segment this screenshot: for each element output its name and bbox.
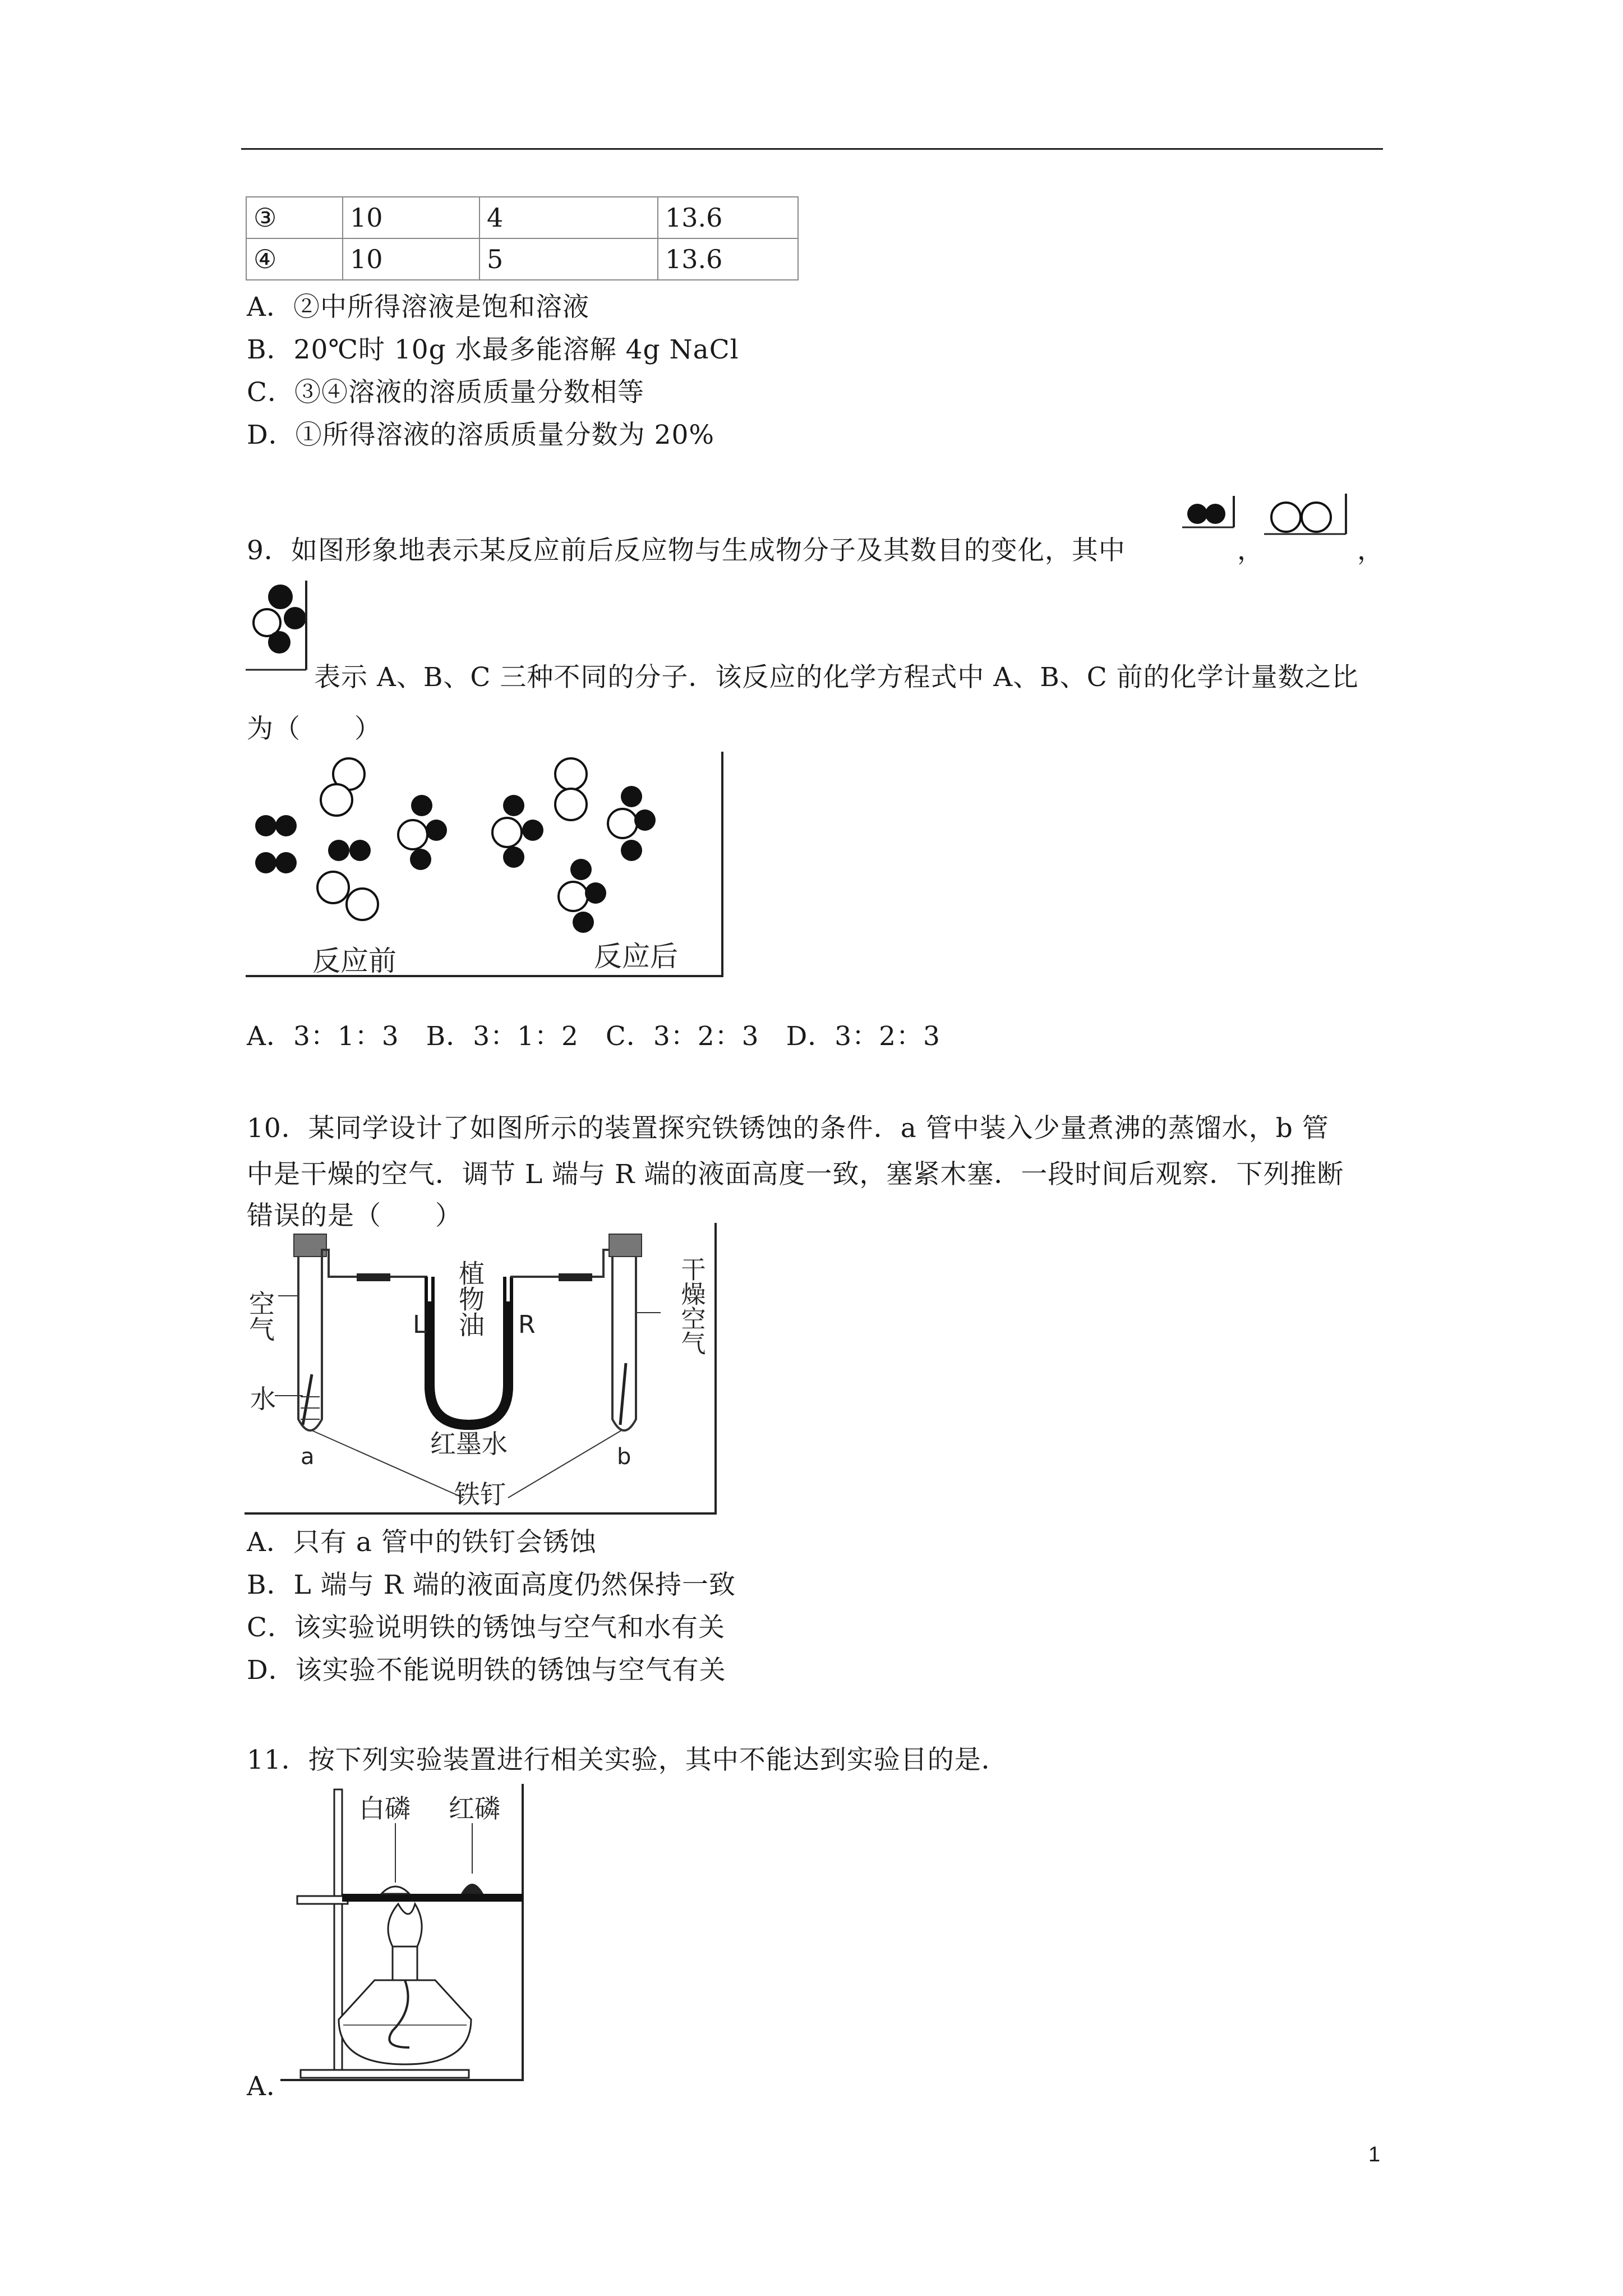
q10-option-c: C．该实验说明铁的锈蚀与空气和水有关 <box>247 1612 725 1643</box>
q8-option-c: C．③④溶液的溶质质量分数相等 <box>247 377 644 408</box>
label-tube-a: a <box>301 1444 315 1470</box>
label-white-phosphorus: 白磷 <box>359 1793 411 1824</box>
label-after: 反应后 <box>594 940 678 973</box>
label-tube-b: b <box>617 1444 631 1470</box>
q9-options: A．3：1：3 B．3：1：2 C．3：2：3 D．3：2：3 <box>247 1021 940 1052</box>
label-water: 水 <box>250 1384 276 1414</box>
label-ink: 红墨水 <box>430 1429 508 1459</box>
q8-option-d: D．①所得溶液的溶质质量分数为 20% <box>247 420 715 450</box>
label-L: L <box>413 1310 427 1339</box>
q10-stem-line2: 中是干燥的空气．调节 L 端与 R 端的液面高度一致，塞紧木塞．一段时间后观察．下列推断 <box>247 1159 1344 1190</box>
q8-option-b: B．20℃时 10g 水最多能溶解 4g NaCl <box>247 334 739 365</box>
table-cell: 10 <box>343 238 479 280</box>
q10-stem-line3: 错误的是（ ） <box>247 1200 462 1231</box>
q11-option-a: A． <box>247 2071 293 2102</box>
q9-stem-line2: 表示 A、B、C 三种不同的分子．该反应的化学方程式中 A、B、C 前的化学计量数之比 <box>314 662 1359 693</box>
header-rule <box>241 148 1383 150</box>
table-row <box>246 197 798 238</box>
label-oil: 植物油 <box>455 1260 485 1337</box>
q9-comma-1: ， <box>1237 535 1264 566</box>
q10-option-d: D．该实验不能说明铁的锈蚀与空气有关 <box>247 1655 726 1686</box>
table-cell: ④ <box>246 238 343 280</box>
table-cell: 13.6 <box>658 197 798 238</box>
label-red-phosphorus: 红磷 <box>449 1793 500 1824</box>
label-nail: 铁钉 <box>454 1479 506 1510</box>
molecule-c-icon <box>246 578 319 679</box>
q9-stem-line1: 9．如图形象地表示某反应前后反应物与生成物分子及其数目的变化，其中 <box>247 535 1126 566</box>
table-cell: 5 <box>479 238 658 280</box>
page-number: 1 <box>1368 2143 1381 2166</box>
table-cell: 13.6 <box>658 238 798 280</box>
phosphorus-combustion-apparatus <box>280 1784 527 2087</box>
table-cell: ③ <box>246 197 343 238</box>
q10-option-b: B．L 端与 R 端的液面高度仍然保持一致 <box>247 1570 736 1600</box>
solubility-table <box>246 196 799 280</box>
q11-stem: 11．按下列实验装置进行相关实验，其中不能达到实验目的是． <box>247 1745 1008 1775</box>
q10-stem-line1: 10．某同学设计了如图所示的装置探究铁锈蚀的条件．a 管中装入少量煮沸的蒸馏水，b 管 <box>247 1113 1329 1144</box>
q10-option-a: A．只有 a 管中的铁钉会锈蚀 <box>247 1527 597 1558</box>
label-R: R <box>518 1310 536 1339</box>
table-cell: 4 <box>479 197 658 238</box>
label-air: 空气 <box>245 1290 275 1342</box>
label-dry-air: 干燥空气 <box>676 1257 706 1355</box>
table-row <box>246 238 798 280</box>
molecule-a-icon <box>1178 494 1239 555</box>
q8-option-a: A．②中所得溶液是饱和溶液 <box>247 292 589 323</box>
molecule-b-icon <box>1262 494 1357 555</box>
q9-comma-2: ， <box>1357 535 1384 566</box>
table-cell: 10 <box>343 197 479 238</box>
reaction-diagram <box>245 752 732 982</box>
label-before: 反应前 <box>312 945 396 977</box>
q9-stem-line3: 为（ ） <box>247 714 381 744</box>
iron-rust-apparatus <box>245 1223 721 1520</box>
